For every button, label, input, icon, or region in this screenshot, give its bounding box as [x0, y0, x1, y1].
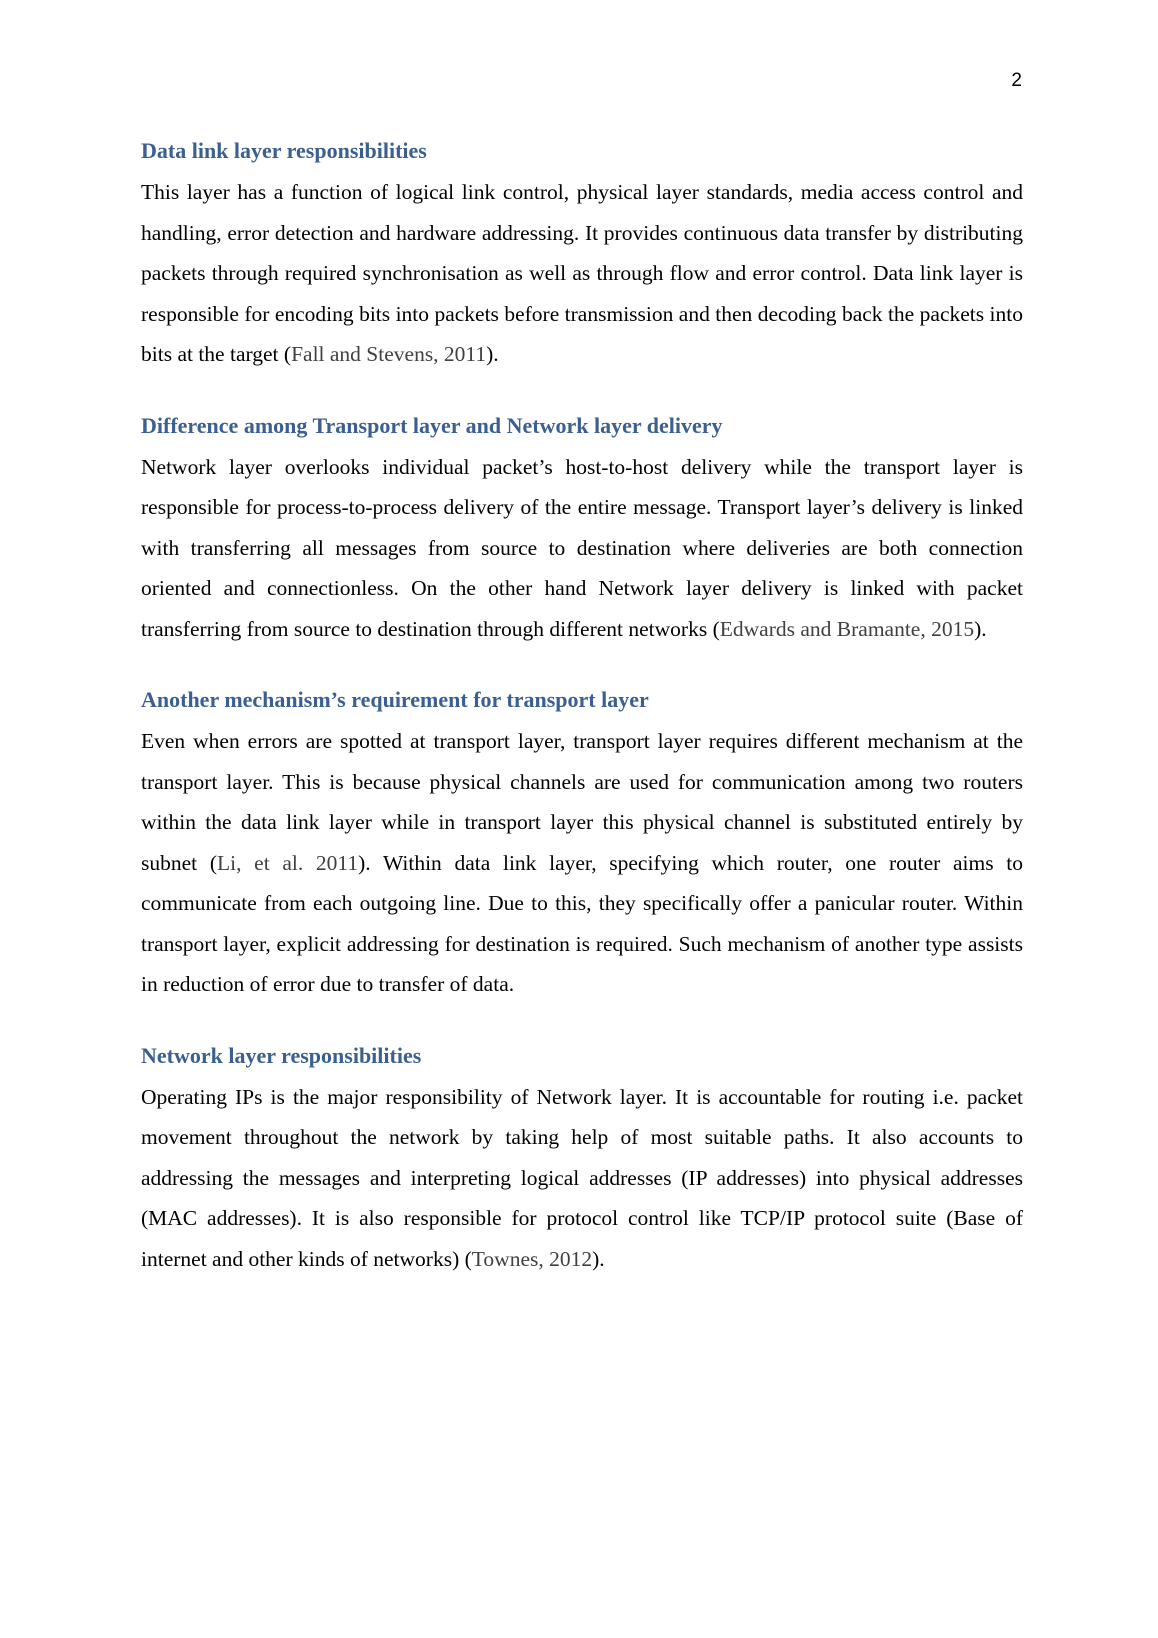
section-heading: Difference among Transport layer and Network layer delivery — [141, 412, 723, 438]
document-body — [141, 136, 1023, 1315]
citation: Li, et al. 2011 — [216, 850, 359, 875]
section-transport-vs-network — [141, 411, 1023, 650]
paragraph-text: Operating IPs is the major responsibility of Network layer. It is accountable for routing i.e. packet movement throughout the network by taking help of most suitable paths. It also accounts to addressing the messages and interpreting logical addresses (IP addresses) into physical addresses (MAC addresses). It is also responsible for protocol control like TCP/IP protocol suite (Base of internet and other kinds of networks) ( — [141, 1084, 1023, 1271]
paragraph-text: Even when errors are spotted at transport layer, transport layer requires different mechanism at the transport layer. This is because physical channels are used for communication among two routers within the data link layer while in transport layer this physical channel is substituted entirely by subnet ( — [141, 729, 1023, 875]
section-data-link-responsibilities — [141, 136, 1023, 375]
paragraph-text-end: ). — [486, 342, 499, 366]
section-network-responsibilities — [141, 1041, 1023, 1280]
paragraph-text-end: ). Within data link layer, specifying which router, one router aims to communicate from each outgoing line. Due to this, they specifically offer a panicular router. Within transport layer, explicit addressing for destination is required. Such mechanism of another type assists in reduction of error due to transfer of data. — [141, 850, 1024, 996]
section-paragraph — [141, 1077, 1023, 1280]
page-number: 2 — [1011, 70, 1022, 91]
section-heading: Network layer responsibilities — [141, 1042, 422, 1068]
paragraph-text: This layer has a function of logical link control, physical layer standards, media access control and handling, error detection and hardware addressing. It provides continuous data transfer by distributing packets through required synchronisation as well as through flow and error control. Data link layer is responsible for encoding bits into packets before transmission and then decoding back the packets into bits at the target ( — [141, 180, 1023, 366]
citation: Fall and Stevens, 2011 — [291, 342, 487, 366]
paragraph-text: Network layer overlooks individual packet’s host-to-host delivery while the transport layer is responsible for process-to-process delivery of the entire message. Transport layer’s delivery is linked with transferring all messages from source to destination where deliveries are both connection oriented and connectionless. On the other hand Network layer delivery is linked with packet transferring from source to destination through different networks ( — [141, 454, 1023, 641]
section-paragraph — [141, 721, 1023, 1005]
section-heading: Another mechanism’s requirement for transport layer — [141, 687, 649, 712]
section-transport-mechanism — [141, 685, 1023, 1005]
section-heading: Data link layer responsibilities — [141, 138, 427, 163]
paragraph-text-end: ). — [592, 1246, 605, 1271]
paragraph-text-end: ). — [974, 616, 987, 641]
citation: Edwards and Bramante, 2015 — [719, 616, 975, 641]
section-paragraph — [141, 172, 1023, 375]
section-paragraph — [141, 447, 1023, 650]
citation: Townes, 2012 — [471, 1246, 593, 1271]
